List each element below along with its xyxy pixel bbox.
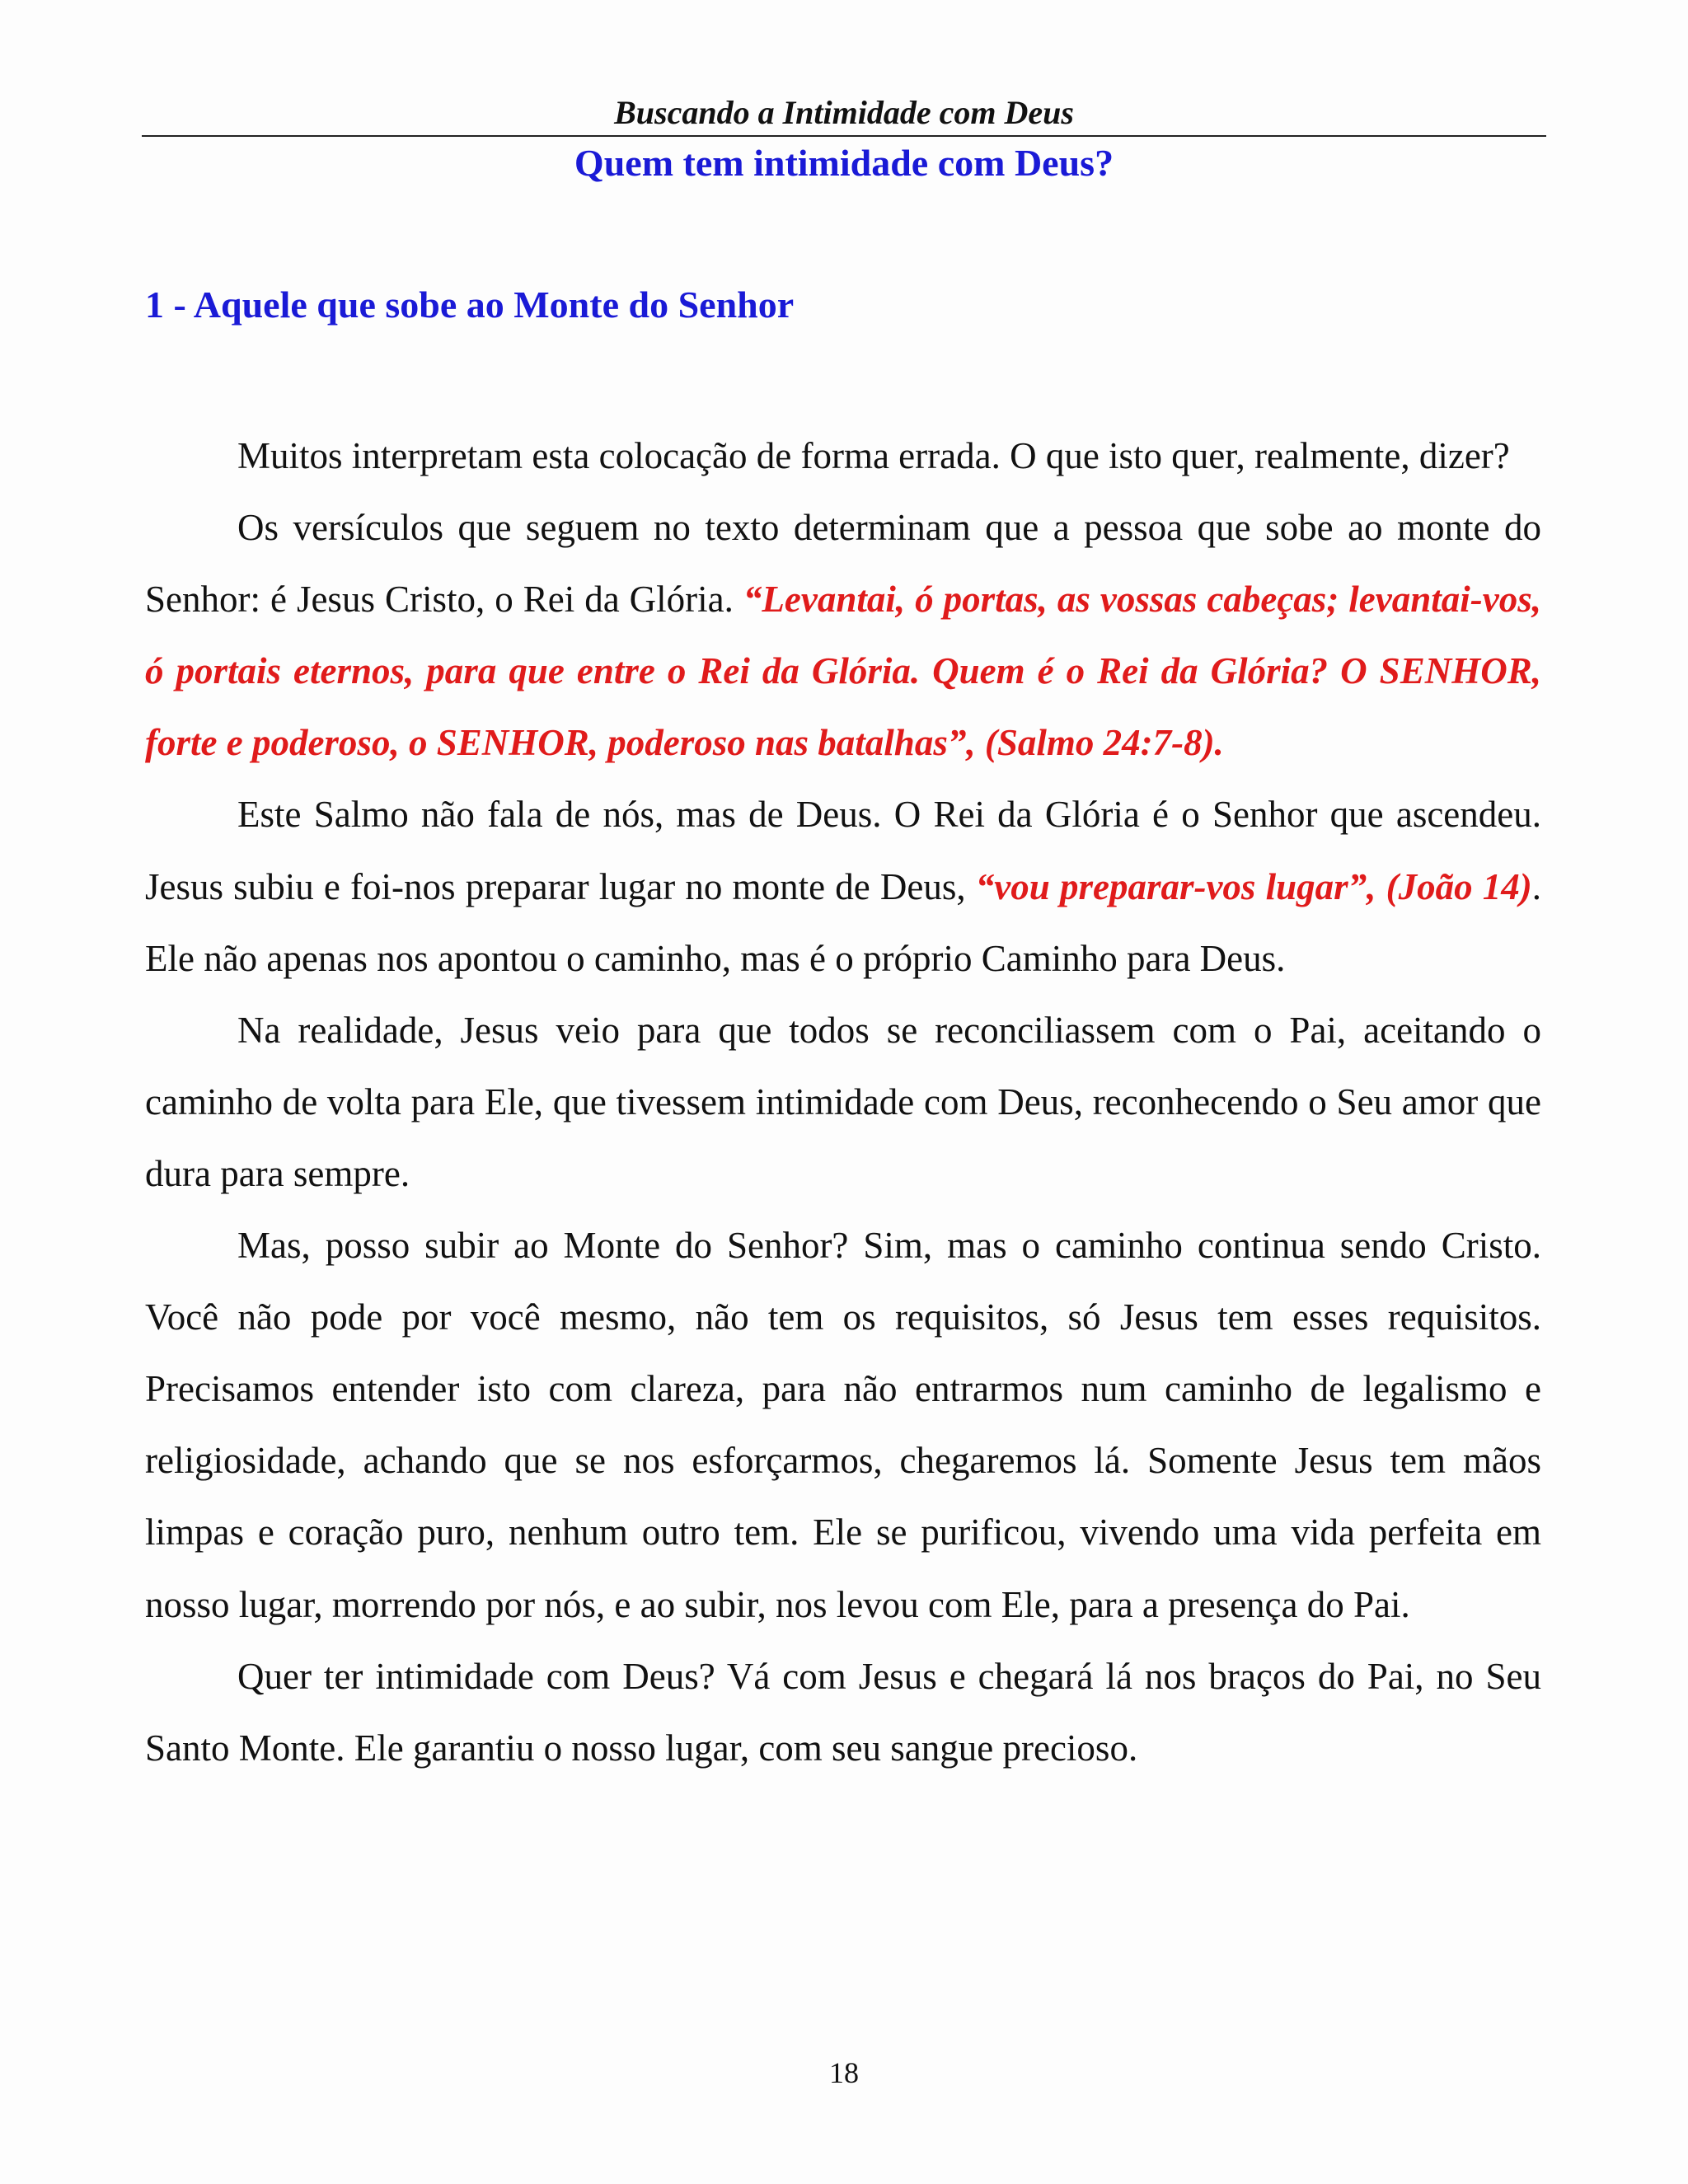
chapter-title: Quem tem intimidade com Deus? [574, 142, 1114, 184]
paragraph-5: Mas, posso subir ao Monte do Senhor? Sim, mas o caminho continua sendo Cristo. Você não pode por você mesmo, não tem os requisitos, só Jesus tem esses requisitos. Precisamos entender isto com clareza, para não entrarmos num caminho de legalismo e religiosidade, achando que se nos esforçarmos, chegaremos lá. Somente Jesus tem mãos limpas e coração puro, nenhum outro tem. Ele se purificou, vivendo uma vida perfeita em nosso lugar, morrendo por nós, e ao subir, nos levou com Ele, para a presença do Pai. [145, 1225, 1541, 1625]
scripture-quote-psalm: “Levantai, ó portas, as vossas cabeças; levantai-vos, ó portais eternos, para que entre o Rei da Glória. Quem é o Rei da Glória? O SENHOR, forte e poderoso, o SENHOR, poderoso nas batalhas”, (Salmo 24:7-8). [145, 579, 1541, 764]
paragraph-1: Muitos interpretam esta colocação de forma errada. O que isto quer, realmente, dizer? [237, 435, 1510, 476]
paragraph-2 [145, 492, 1541, 779]
paragraph-3 [145, 779, 1541, 994]
section-heading: 1 - Aquele que sobe ao Monte do Senhor [145, 284, 795, 326]
running-header: Buscando a Intimidade com Deus [614, 94, 1074, 131]
paragraph-2-text: Os versículos que seguem no texto determinam que a pessoa que sobe ao monte do Senhor: é Jesus Cristo, o Rei da Glória. [145, 507, 1541, 621]
paragraph-6: Quer ter intimidade com Deus? Vá com Jesus e chegará lá nos braços do Pai, no Seu Santo Monte. Ele garantiu o nosso lugar, com seu sangue precioso. [145, 1655, 1541, 1769]
paragraph-4: Na realidade, Jesus veio para que todos se reconciliassem com o Pai, aceitando o caminho de volta para Ele, que tivessem intimidade com Deus, reconhecendo o Seu amor que dura para sempre. [145, 1009, 1541, 1194]
page-number: 18 [829, 2056, 859, 2089]
paragraph-3-text-b: . Ele não apenas nos apontou o caminho, mas é o próprio Caminho para Deus. [145, 865, 1541, 979]
scripture-quote-john: “vou preparar-vos lugar”, (João 14) [975, 865, 1532, 907]
header-rule [142, 135, 1546, 137]
body-text [145, 420, 1541, 1784]
paragraph-3-text-a: Este Salmo não fala de nós, mas de Deus. O Rei da Glória é o Senhor que ascendeu. Jesus subiu e foi-nos preparar lugar no monte de Deus, [145, 794, 1541, 907]
